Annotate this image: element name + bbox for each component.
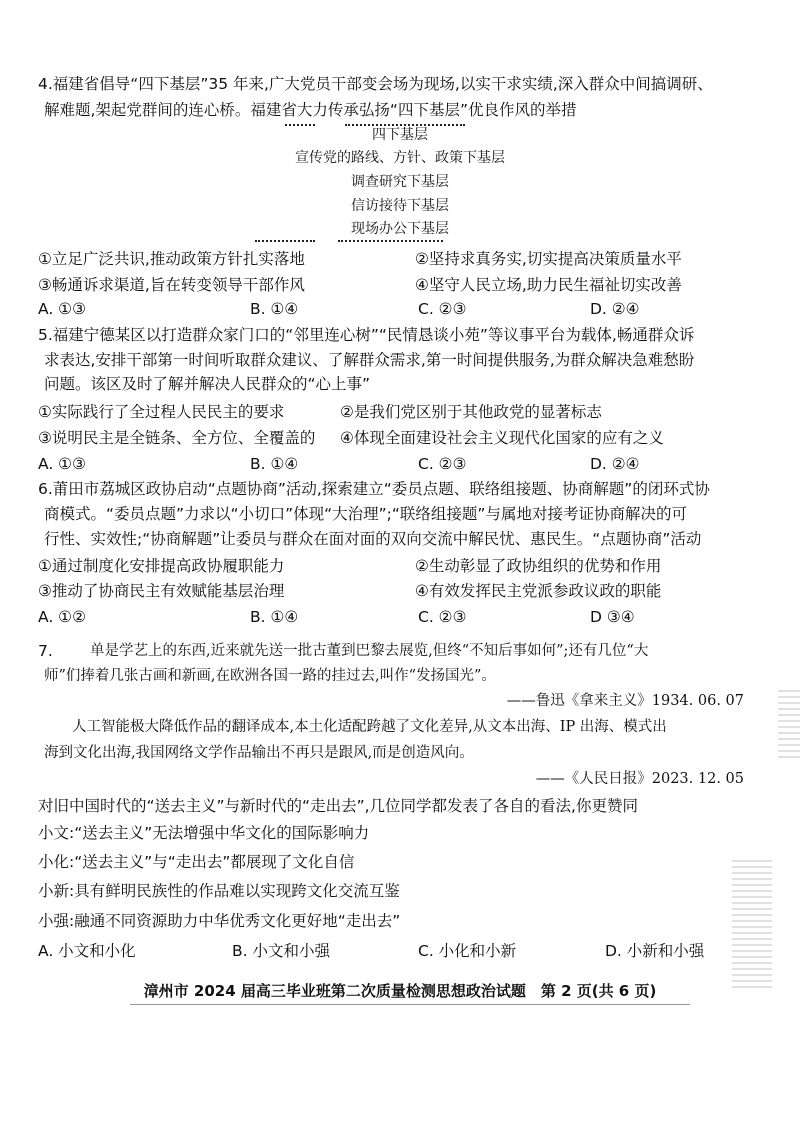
scan-edge-mark (778, 690, 800, 760)
q4-option-d[interactable]: D. ②④ (590, 300, 640, 318)
q5-stem-line2: 求表达,安排干部第一时间听取群众建议、了解群众需求,第一时间提供服务,为群众解决急难愁盼 (44, 351, 695, 369)
q5-statement-4: ④体现全面建设社会主义现代化国家的应有之义 (340, 429, 664, 447)
q6-stem-line3: 行性、实效性;“协商解题”让委员与群众在面对面的双向交流中解民忧、惠民生。“点题协商”活动 (44, 530, 702, 548)
q6-option-c[interactable]: C. ②③ (418, 608, 467, 626)
q5-statement-1: ①实际践行了全过程人民民主的要求 (38, 403, 285, 421)
box-border-bottom-left (255, 240, 315, 242)
q7-opinion-4: 小强:融通不同资源助力中华优秀文化更好地“走出去” (38, 912, 401, 930)
q5-option-d[interactable]: D. ②④ (590, 455, 640, 473)
page-footer: 漳州市 2024 届高三毕业班第二次质量检测思想政治试题 第 2 页(共 6 页) (143, 982, 657, 1000)
q4-box-line3: 信访接待下基层 (351, 198, 449, 214)
q7-number: 7. (38, 642, 53, 660)
q7-option-b[interactable]: B. 小文和小强 (232, 942, 330, 960)
q4-option-a[interactable]: A. ①③ (38, 300, 86, 318)
q7-opinion-2: 小化:“送去主义”与“走出去”都展现了文化自信 (38, 853, 355, 871)
q4-box-line1: 宣传党的路线、方针、政策下基层 (295, 150, 505, 166)
q4-box-title: 四下基层 (372, 127, 428, 143)
q5-statement-2: ②是我们党区别于其他政党的显著标志 (340, 403, 602, 421)
q4-statement-1: ①立足广泛共识,推动政策方针扎实落地 (38, 250, 305, 268)
q6-statement-1: ①通过制度化安排提高政协履职能力 (38, 557, 285, 575)
q7-source-1: ——鲁迅《拿来主义》1934. 06. 07 (506, 693, 744, 709)
q7-option-a[interactable]: A. 小文和小化 (38, 942, 136, 960)
q6-option-a[interactable]: A. ①② (38, 608, 86, 626)
q4-statement-4: ④坚守人民立场,助力民生福祉切实改善 (415, 276, 682, 294)
q6-statement-4: ④有效发挥民主党派参政议政的职能 (415, 582, 662, 600)
q7-opinion-3: 小新:具有鲜明民族性的作品难以实现跨文化交流互鉴 (38, 882, 400, 900)
q4-statement-2: ②坚持求真务实,切实提高决策质量水平 (415, 250, 682, 268)
q6-statement-3: ③推动了协商民主有效赋能基层治理 (38, 582, 285, 600)
q7-quote2-line1: 人工智能极大降低作品的翻译成本,本土化适配跨越了文化差异,从文本出海、IP 出海、模式出 (72, 719, 667, 735)
scan-edge-mark (732, 860, 772, 990)
q5-option-c[interactable]: C. ②③ (418, 455, 467, 473)
q5-option-b[interactable]: B. ①④ (250, 455, 299, 473)
box-border-bottom-right (338, 240, 443, 242)
q4-box-line2: 调查研究下基层 (351, 174, 449, 190)
q4-stem-line1: 4.福建省倡导“四下基层”35 年来,广大党员干部变会场为现场,以实干求实绩,深入群众中间搞调研、 (38, 75, 713, 93)
q7-question: 对旧中国时代的“送去主义”与新时代的“走出去”,几位同学都发表了各自的看法,你更赞同 (38, 797, 638, 815)
q7-source-2: ——《人民日报》2023. 12. 05 (535, 771, 744, 787)
q5-stem-line1: 5.福建宁德某区以打造群众家门口的“邻里连心树”“民情恳谈小苑”等议事平台为载体,畅通群众诉 (38, 326, 695, 344)
q4-option-c[interactable]: C. ②③ (418, 300, 467, 318)
q5-option-a[interactable]: A. ①③ (38, 455, 86, 473)
q4-stem-line2: 解难题,架起党群间的连心桥。福建省大力传承弘扬“四下基层”优良作风的举措 (44, 101, 577, 119)
q7-quote2-line2: 海到文化出海,我国网络文学作品输出不再只是跟风,而是创造风向。 (44, 745, 474, 761)
q7-quote1-line2: 师”们捧着几张古画和新画,在欧洲各国一路的挂过去,叫作“发扬国光”。 (44, 668, 496, 684)
q6-stem-line2: 商模式。“委员点题”力求以“小切口”体现“大治理”;“联络组接题”与属地对接考证协商解决的可 (44, 505, 687, 523)
q7-opinion-1: 小文:“送去主义”无法增强中华文化的国际影响力 (38, 824, 370, 842)
q5-statement-3: ③说明民主是全链条、全方位、全覆盖的 (38, 429, 316, 447)
q7-quote1-line1: 单是学艺上的东西,近来就先送一批古董到巴黎去展览,但终“不知后事如何”;还有几位“大 (90, 643, 649, 659)
q6-stem-line1: 6.莆田市荔城区政协启动“点题协商”活动,探索建立“委员点题、联络组接题、协商解题”的闭环式协 (38, 480, 710, 498)
q6-statement-2: ②生动彰显了政协组织的优势和作用 (415, 557, 662, 575)
q7-option-d[interactable]: D. 小新和小强 (605, 942, 705, 960)
q7-option-c[interactable]: C. 小化和小新 (418, 942, 517, 960)
q5-stem-line3: 问题。该区及时了解并解决人民群众的“心上事” (44, 375, 371, 393)
q6-option-d[interactable]: D ③④ (590, 608, 635, 626)
q4-option-b[interactable]: B. ①④ (250, 300, 299, 318)
q6-option-b[interactable]: B. ①④ (250, 608, 299, 626)
q4-statement-3: ③畅通诉求渠道,旨在转变领导干部作风 (38, 276, 305, 294)
q4-box-line4: 现场办公下基层 (351, 221, 449, 237)
footer-rule (130, 1004, 690, 1005)
